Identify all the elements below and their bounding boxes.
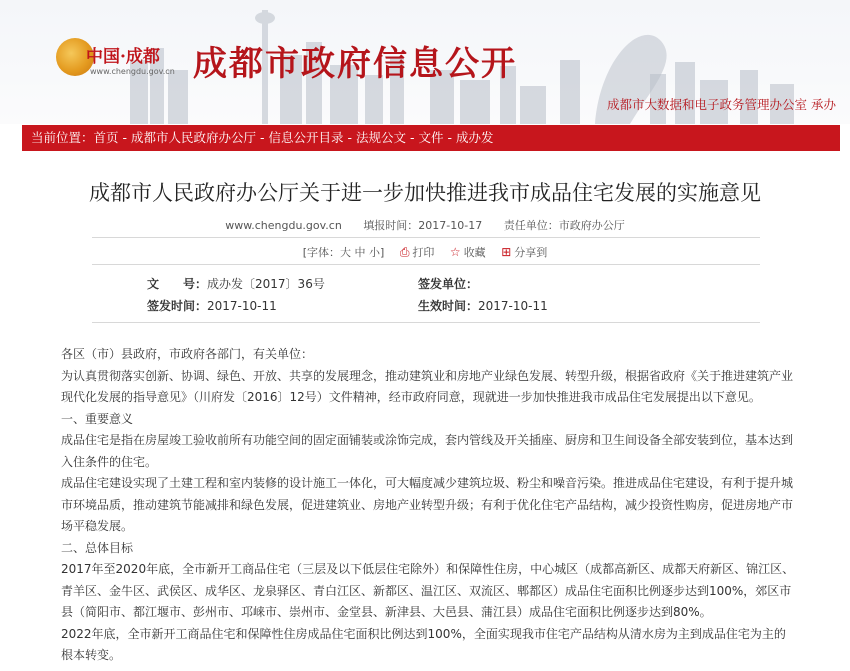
breadcrumb-regulations[interactable]: 法规公文	[355, 130, 406, 145]
meta-responsible: 责任单位：市政府办公厅	[503, 219, 625, 232]
doc-no-label: 文 号：	[147, 277, 208, 291]
body-paragraph: 2022年底，全市新开工商品住宅和保障性住房成品住宅面积比例达到100%，全面实现我市住宅产品结构从清水房为主到成品住宅为主的根本转变。	[61, 626, 786, 662]
breadcrumb	[22, 125, 840, 151]
section-heading: 二、总体目标	[61, 540, 134, 555]
breadcrumb-home[interactable]: 首页	[93, 130, 119, 145]
breadcrumb-prefix: 当前位置：	[31, 130, 94, 145]
breadcrumb-separator: -	[405, 130, 419, 145]
breadcrumb-separator: -	[343, 130, 356, 145]
favorite-button[interactable]	[450, 244, 486, 260]
body-paragraph: 成品住宅建设实现了土建工程和室内装修的设计施工一体化，可大幅度减少建筑垃圾、粉尘和噪音污染。推进成品住宅建设，有利于提升城市环境品质，推动建筑节能减排和绿色发展，促进建筑业、房地产业转型升级；有利于优化住宅产品结构，减少投资性购房，促进房地产市场平稳发展。	[61, 476, 794, 533]
divider	[92, 322, 760, 323]
breadcrumb-catalog[interactable]: 信息公开目录	[268, 130, 344, 145]
logo-url: www.chengdu.gov.cn	[90, 67, 175, 76]
printer-icon: ⎙	[399, 245, 410, 259]
share-label: 分享到	[514, 246, 548, 259]
section-heading: 一、重要意义	[61, 411, 134, 426]
breadcrumb-separator: -	[118, 130, 131, 145]
sign-date-value: 2017-10-11	[207, 299, 277, 313]
info-left	[147, 273, 325, 317]
breadcrumb-separator: -	[443, 130, 456, 145]
divider	[92, 264, 760, 265]
print-button[interactable]	[400, 244, 435, 260]
effective-value: 2017-10-11	[478, 299, 548, 313]
meta-site: www.chengdu.gov.cn	[225, 219, 342, 232]
document-body	[61, 344, 796, 667]
print-label: 打印	[412, 246, 435, 259]
favorite-label: 收藏	[463, 246, 486, 259]
site-title: 成都市政府信息公开	[193, 44, 517, 84]
sign-date-label: 签发时间：	[147, 299, 208, 313]
divider	[92, 237, 760, 238]
document-title: 成都市人民政府办公厅关于进一步加快推进我市成品住宅发展的实施意见	[89, 181, 761, 205]
font-size-selector[interactable]: [字体：大 中 小]	[302, 246, 385, 259]
site-banner	[0, 0, 850, 124]
host-organization: 成都市大数据和电子政务管理办公室 承办	[607, 97, 836, 112]
breadcrumb-current[interactable]: 成办发	[455, 130, 494, 145]
body-paragraph: 各区（市）县政府，市政府各部门，有关单位：	[61, 347, 314, 361]
issuer-label: 签发单位：	[418, 277, 479, 291]
doc-no-value: 成办发〔2017〕36号	[207, 277, 325, 291]
info-right	[418, 273, 548, 317]
breadcrumb-office[interactable]: 成都市人民政府办公厅	[131, 130, 257, 145]
star-icon: ☆	[449, 245, 461, 259]
logo-text: 中国·成都	[86, 47, 160, 67]
document-meta	[0, 217, 850, 233]
share-button[interactable]	[501, 244, 547, 260]
article-tools	[0, 244, 850, 260]
effective-label: 生效时间：	[418, 299, 479, 313]
breadcrumb-documents[interactable]: 文件	[418, 130, 444, 145]
breadcrumb-separator: -	[256, 130, 269, 145]
meta-fill-time: 填报时间：2017-10-17	[363, 219, 483, 232]
share-icon: ⊞	[501, 245, 512, 259]
body-paragraph: 成品住宅是指在房屋竣工验收前所有功能空间的固定面铺装或涂饰完成，套内管线及开关插座、厨房和卫生间设备全部安装到位，基本达到入住条件的住宅。	[61, 433, 794, 469]
body-paragraph: 2017年至2020年底，全市新开工商品住宅（三层及以下低层住宅除外）和保障性住房，中心城区（成都高新区、成都天府新区、锦江区、青羊区、金牛区、武侯区、成华区、龙泉驿区、青白江区、新都区、温江区、双流区、郫都区）成品住宅面积比例逐步达到100%，郊区市县（简阳市、都江堰市、彭州市、邛崃市、崇州市、金堂县、新津县、大邑县、蒲江县）成品住宅面积比例逐步达到80%。	[61, 562, 795, 619]
body-paragraph: 为认真贯彻落实创新、协调、绿色、开放、共享的发展理念，推动建筑业和房地产业绿色发展、转型升级，根据省政府《关于推进建筑产业现代化发展的指导意见》（川府发〔2016〕12号）文件精神，经市政府同意，现就进一步加快推进我市成品住宅发展提出以下意见。	[61, 368, 794, 404]
